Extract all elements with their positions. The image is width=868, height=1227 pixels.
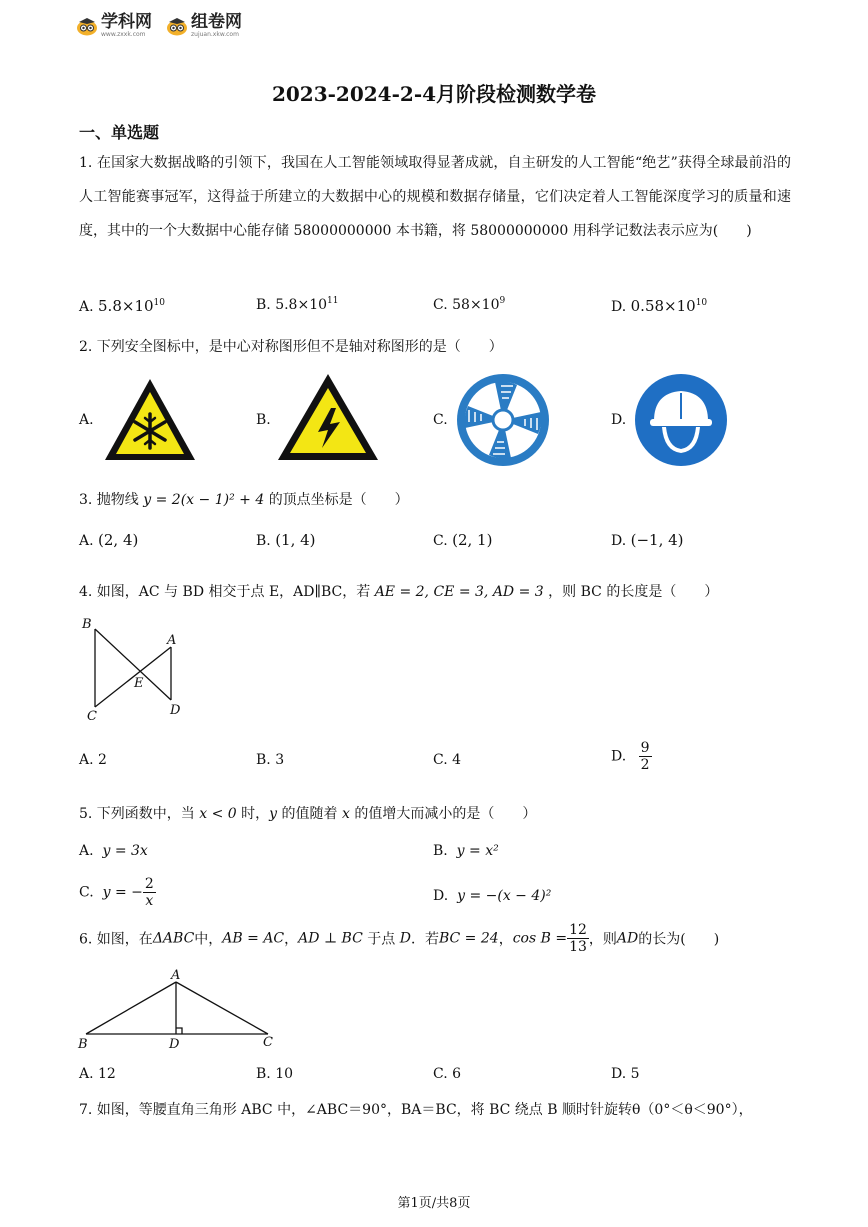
question-6-text: 6. 如图，在ΔABC中，AB = AC，AD ⊥ BC 于点 D．若BC = 24，cos B = $\frac{12}{13}$ ，则AD的长为( ) [79,922,720,955]
q6-option-b[interactable]: B. 10 [256,1066,294,1082]
helmet-icon [634,373,728,467]
q2-option-d-label[interactable]: D. [611,412,627,428]
q4-formula: AE = 2, CE = 3, AD = 3 [374,584,544,600]
q4-label-e: E [134,676,144,691]
option-letter: C. [433,297,448,313]
q4-option-b[interactable]: B. 3 [256,752,285,768]
q3-formula: y = 2(x − 1)² + 4 [143,492,265,508]
logo-zujuanwang [166,14,242,38]
question-7-text: 7. 如图，等腰直角三角形 ABC 中，∠ABC＝90°，BA＝BC，将 BC 绕点 B 顺时针旋转θ（0°＜θ＜90°）， [79,1102,753,1118]
logo-xuekewang [76,14,152,38]
q6-option-a[interactable]: A. 12 [79,1066,116,1082]
option-value: $5.8\times 10^{10}$ [98,297,165,315]
q1-option-b[interactable] [256,297,338,313]
option-value: $5.8\times 10^{11}$ [275,296,339,313]
q5-option-d[interactable]: D. y = −(x − 4)² [433,888,552,904]
logo-zujuanwang-name: 组卷网 [191,12,242,32]
q1-option-c[interactable] [433,297,505,313]
q2-option-b-label[interactable]: B. [256,412,271,428]
high-voltage-icon [276,372,380,464]
q4-option-a[interactable]: A. 2 [79,752,107,768]
q6-figure [76,966,286,1052]
q4-option-c[interactable]: C. 4 [433,752,462,768]
q6-label-a: A [171,968,181,983]
section-heading: 一、单选题 [79,123,160,142]
owl-logo-icon [166,16,188,36]
owl-logo-icon [76,16,98,36]
logo-xuekewang-name: 学科网 [101,12,152,32]
q4-option-d[interactable]: D. $\frac{9}{2}$ [611,740,650,773]
question-3-text: 3. 抛物线 y = 2(x − 1)² + 4 的顶点坐标是（ ） [79,492,409,508]
q4-label-d: D [170,703,181,718]
question-5-text: 5. 下列函数中，当 x < 0 时，y 的值随着 x 的值增大而减小的是（ ） [79,806,537,822]
page-title: 2023-2024-2-4月阶段检测数学卷 [271,82,597,106]
q3-option-a[interactable]: A. (2, 4) [79,531,139,549]
question-2-text: 2. 下列安全图标中，是中心对称图形但不是轴对称图形的是（ ） [79,339,503,355]
q1-option-a[interactable] [79,297,165,315]
q2-option-a-label[interactable]: A. [79,412,94,428]
q4-label-b: B [82,617,92,632]
q6-option-d[interactable]: D. 5 [611,1066,640,1082]
q6-label-b: B [78,1037,88,1052]
option-value: $58\times 10^9$ [452,296,506,313]
q5-option-b[interactable]: B. y = x² [433,843,499,859]
logo-xuekewang-url: www.zxxk.com [101,31,146,38]
fan-icon [455,372,551,468]
cold-warning-icon [102,376,198,464]
option-letter: D. [611,299,627,315]
page-footer: 第1页/共8页 [397,1196,471,1211]
q4-label-c: C [87,709,97,724]
header-logos [76,14,242,38]
q4-label-a: A [167,633,177,648]
q1-option-d[interactable] [611,297,707,315]
q3-option-b[interactable]: B. (1, 4) [256,531,316,549]
question-4-text: 4. 如图，AC 与 BD 相交于点 E，AD∥BC，若 AE = 2, CE = 3, AD = 3 ，则 BC 的长度是（ ） [79,584,719,600]
question-1-text: 1. 在国家大数据战略的引领下，我国在人工智能领域取得显著成就，自主研发的人工智能“绝艺”获得全球最前沿的人工智能赛事冠军，这得益于所建立的大数据中心的规模和数据存储量，它们决定着人工智能深度学习的质量和速度，其中的一个大数据中心能存储 58000000000 本书籍，将 58000000000 用科学记数法表示应为( ) [79,155,791,239]
q3-option-d[interactable]: D. (−1, 4) [611,531,684,549]
q6-option-c[interactable]: C. 6 [433,1066,462,1082]
option-letter: A. [79,299,94,315]
q2-option-c-label[interactable]: C. [433,412,448,428]
q5-option-c[interactable]: C. y = − $\frac{2}{x}$ [79,876,154,909]
q6-label-d: D [169,1037,180,1052]
q4-figure [78,612,188,724]
q5-option-a[interactable]: A. y = 3x [79,843,148,859]
logo-zujuanwang-url: zujuan.xkw.com [191,31,239,38]
option-value: $0.58\times 10^{10}$ [630,297,708,315]
q3-option-c[interactable]: C. (2, 1) [433,531,493,549]
option-letter: B. [256,297,271,313]
q6-label-c: C [263,1035,273,1050]
